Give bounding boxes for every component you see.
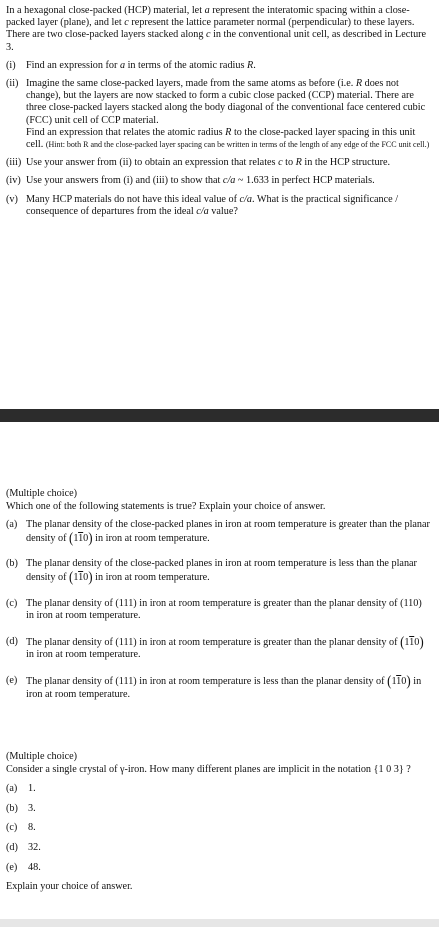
var-a: a (204, 5, 210, 16)
option-a[interactable] (6, 519, 432, 545)
option-d[interactable] (6, 842, 432, 855)
var-c-over-a: c/a (239, 193, 252, 205)
text: in the HCP structure. (301, 157, 391, 169)
hcp-intro (6, 5, 432, 54)
paren: ) (419, 632, 424, 650)
text: Use your answers from (i) and (iii) to show that (26, 175, 223, 187)
option-letter: (a) (6, 519, 18, 531)
paren: ( (387, 671, 392, 689)
option-text (26, 632, 432, 662)
option-letter: (a) (6, 783, 18, 795)
paren: ) (88, 567, 93, 585)
question-type-label: (Multiple choice) (6, 488, 78, 499)
miller-index: 0 (83, 571, 89, 583)
paren: ( (69, 528, 74, 546)
hint-text: (Hint: both R and the close-packed layer spacing can be written in terms of the length of any edge of the FCC unit cell.) (45, 140, 430, 150)
text: Find an expression for (26, 59, 120, 71)
text: to the close-packed layer spacing in this unit cell. (26, 126, 416, 151)
text: in iron at room temperature. (92, 532, 210, 544)
sub-question-i (6, 60, 432, 72)
option-value: 3. (28, 802, 36, 814)
option-letter: (b) (6, 558, 18, 570)
miller-index: 0 (414, 636, 420, 648)
var-R: R (295, 157, 302, 169)
paren: ( (400, 632, 405, 650)
item-text (26, 78, 432, 151)
text: to (282, 157, 296, 169)
var-a: a (119, 59, 126, 71)
option-text (26, 558, 432, 584)
miller-index-bar: 1 (78, 532, 84, 544)
var-R: R (225, 126, 232, 138)
var-c-over-a: c/a (196, 205, 209, 217)
var-R: R (246, 59, 254, 71)
item-number: (i) (6, 59, 16, 71)
item-text (26, 60, 432, 72)
miller-index: 1 (73, 571, 79, 583)
sub-question-iv (6, 175, 432, 187)
text: in terms of the atomic radius (125, 59, 247, 71)
option-e[interactable] (6, 671, 432, 701)
text: . (253, 59, 256, 71)
miller-index-bar: 1 (396, 675, 402, 687)
miller-index: 1 (391, 675, 397, 687)
option-letter: (d) (6, 635, 18, 647)
option-letter: (c) (6, 597, 18, 609)
text: The planar density of the close-packed planes in iron at room temperature is greater than the planar density of (26, 519, 430, 544)
var-c-over-a: c/a (222, 175, 236, 187)
hcp-question (6, 5, 432, 224)
sub-question-ii (6, 78, 432, 151)
text: in iron at room temperature. (26, 649, 141, 661)
miller-index: 1 (73, 532, 79, 544)
option-text: The planar density of (111) in iron at room temperature is greater than the planar density of (110) in iron at room temperature. (26, 597, 422, 622)
planar-density-question (6, 488, 432, 714)
option-a[interactable] (6, 783, 432, 796)
option-value: 32. (28, 841, 41, 853)
option-letter: (c) (6, 822, 18, 834)
item-number: (ii) (6, 78, 19, 90)
var-R: R (355, 78, 363, 90)
question-text: Which one of the following statements is true? Explain your choice of answer. (6, 500, 326, 512)
miller-index-bar: 1 (78, 571, 84, 583)
option-b[interactable] (6, 558, 432, 584)
item-text (26, 175, 432, 187)
option-value: 48. (28, 861, 41, 873)
text: . What is the practical significance / consequence of departures from the ideal (26, 193, 399, 217)
miller-index: 0 (401, 675, 407, 687)
option-letter: (b) (6, 802, 18, 814)
paren: ) (88, 528, 93, 546)
option-value: 8. (28, 822, 36, 834)
item-number: (v) (6, 193, 18, 205)
text: does not change), but the layers are now stacked to form a cubic close packed (CCP) material. There are three close-packed layers stacked along the body diagonal of the conventional face centered cubic (FCC) unit cell of CCP material. (26, 78, 426, 126)
option-text (26, 519, 432, 545)
paren: ( (69, 567, 74, 585)
question-text: Consider a single crystal of γ-iron. How many different planes are implicit in the notation {1 0 3} ? (6, 763, 411, 775)
intro-text-3: represent the lattice parameter normal (perpendicular) to these layers. There are two close-packed layers stacked along (6, 17, 415, 41)
option-b[interactable] (6, 803, 432, 816)
text: The planar density of (111) in iron at room temperature is greater than the planar density of (26, 636, 401, 648)
item-text (26, 157, 432, 169)
text: Imagine the same close-packed layers, made from the same atoms as before (i.e. (26, 78, 356, 90)
section-divider (0, 409, 439, 422)
option-letter: (e) (6, 861, 18, 873)
miller-index: 1 (404, 636, 410, 648)
text: value? (208, 205, 238, 217)
miller-index: 0 (83, 532, 89, 544)
text: Find an expression that relates the atomic radius (26, 126, 226, 138)
item-text (26, 194, 432, 218)
text: in iron at room temperature. (26, 675, 422, 700)
closing-instruction: Explain your choice of answer. (6, 881, 133, 893)
option-text (26, 671, 432, 701)
miller-index-bar: 1 (409, 636, 415, 648)
sub-question-v (6, 194, 432, 218)
option-d[interactable] (6, 632, 432, 662)
var-c: c (278, 157, 283, 169)
intro-text-1: In a hexagonal close-packed (HCP) material, let (6, 5, 205, 16)
text: in iron at room temperature. (92, 571, 210, 583)
option-letter: (e) (6, 674, 18, 686)
sub-question-iii (6, 157, 432, 169)
text: The planar density of (111) in iron at room temperature is less than the planar density of (26, 675, 388, 687)
option-letter: (d) (6, 841, 18, 853)
option-value: 1. (28, 783, 36, 795)
gamma-iron-question (6, 751, 432, 894)
text: Use your answer from (ii) to obtain an expression that relates (26, 157, 279, 169)
question-type-label: (Multiple choice) (6, 751, 78, 762)
paren: ) (406, 671, 411, 689)
intro-text-2: represent the interatomic spacing within a close-packed layer (plane), and let (6, 5, 410, 29)
intro-text-4: in the conventional unit cell, as described in Lecture 3. (6, 29, 427, 53)
text: Many HCP materials do not have this ideal value of (26, 193, 240, 205)
bottom-scroll-edge (0, 919, 439, 927)
item-number: (iii) (6, 157, 22, 169)
var-c: c (124, 17, 129, 29)
text: The planar density of the close-packed planes in iron at room temperature is less than the planar density of (26, 558, 417, 583)
option-c[interactable] (6, 822, 432, 835)
option-c[interactable] (6, 598, 432, 623)
var-c: c (205, 29, 211, 41)
item-number: (iv) (6, 175, 21, 187)
option-e[interactable] (6, 862, 432, 875)
text: ~ 1.633 in perfect HCP materials. (235, 175, 375, 187)
